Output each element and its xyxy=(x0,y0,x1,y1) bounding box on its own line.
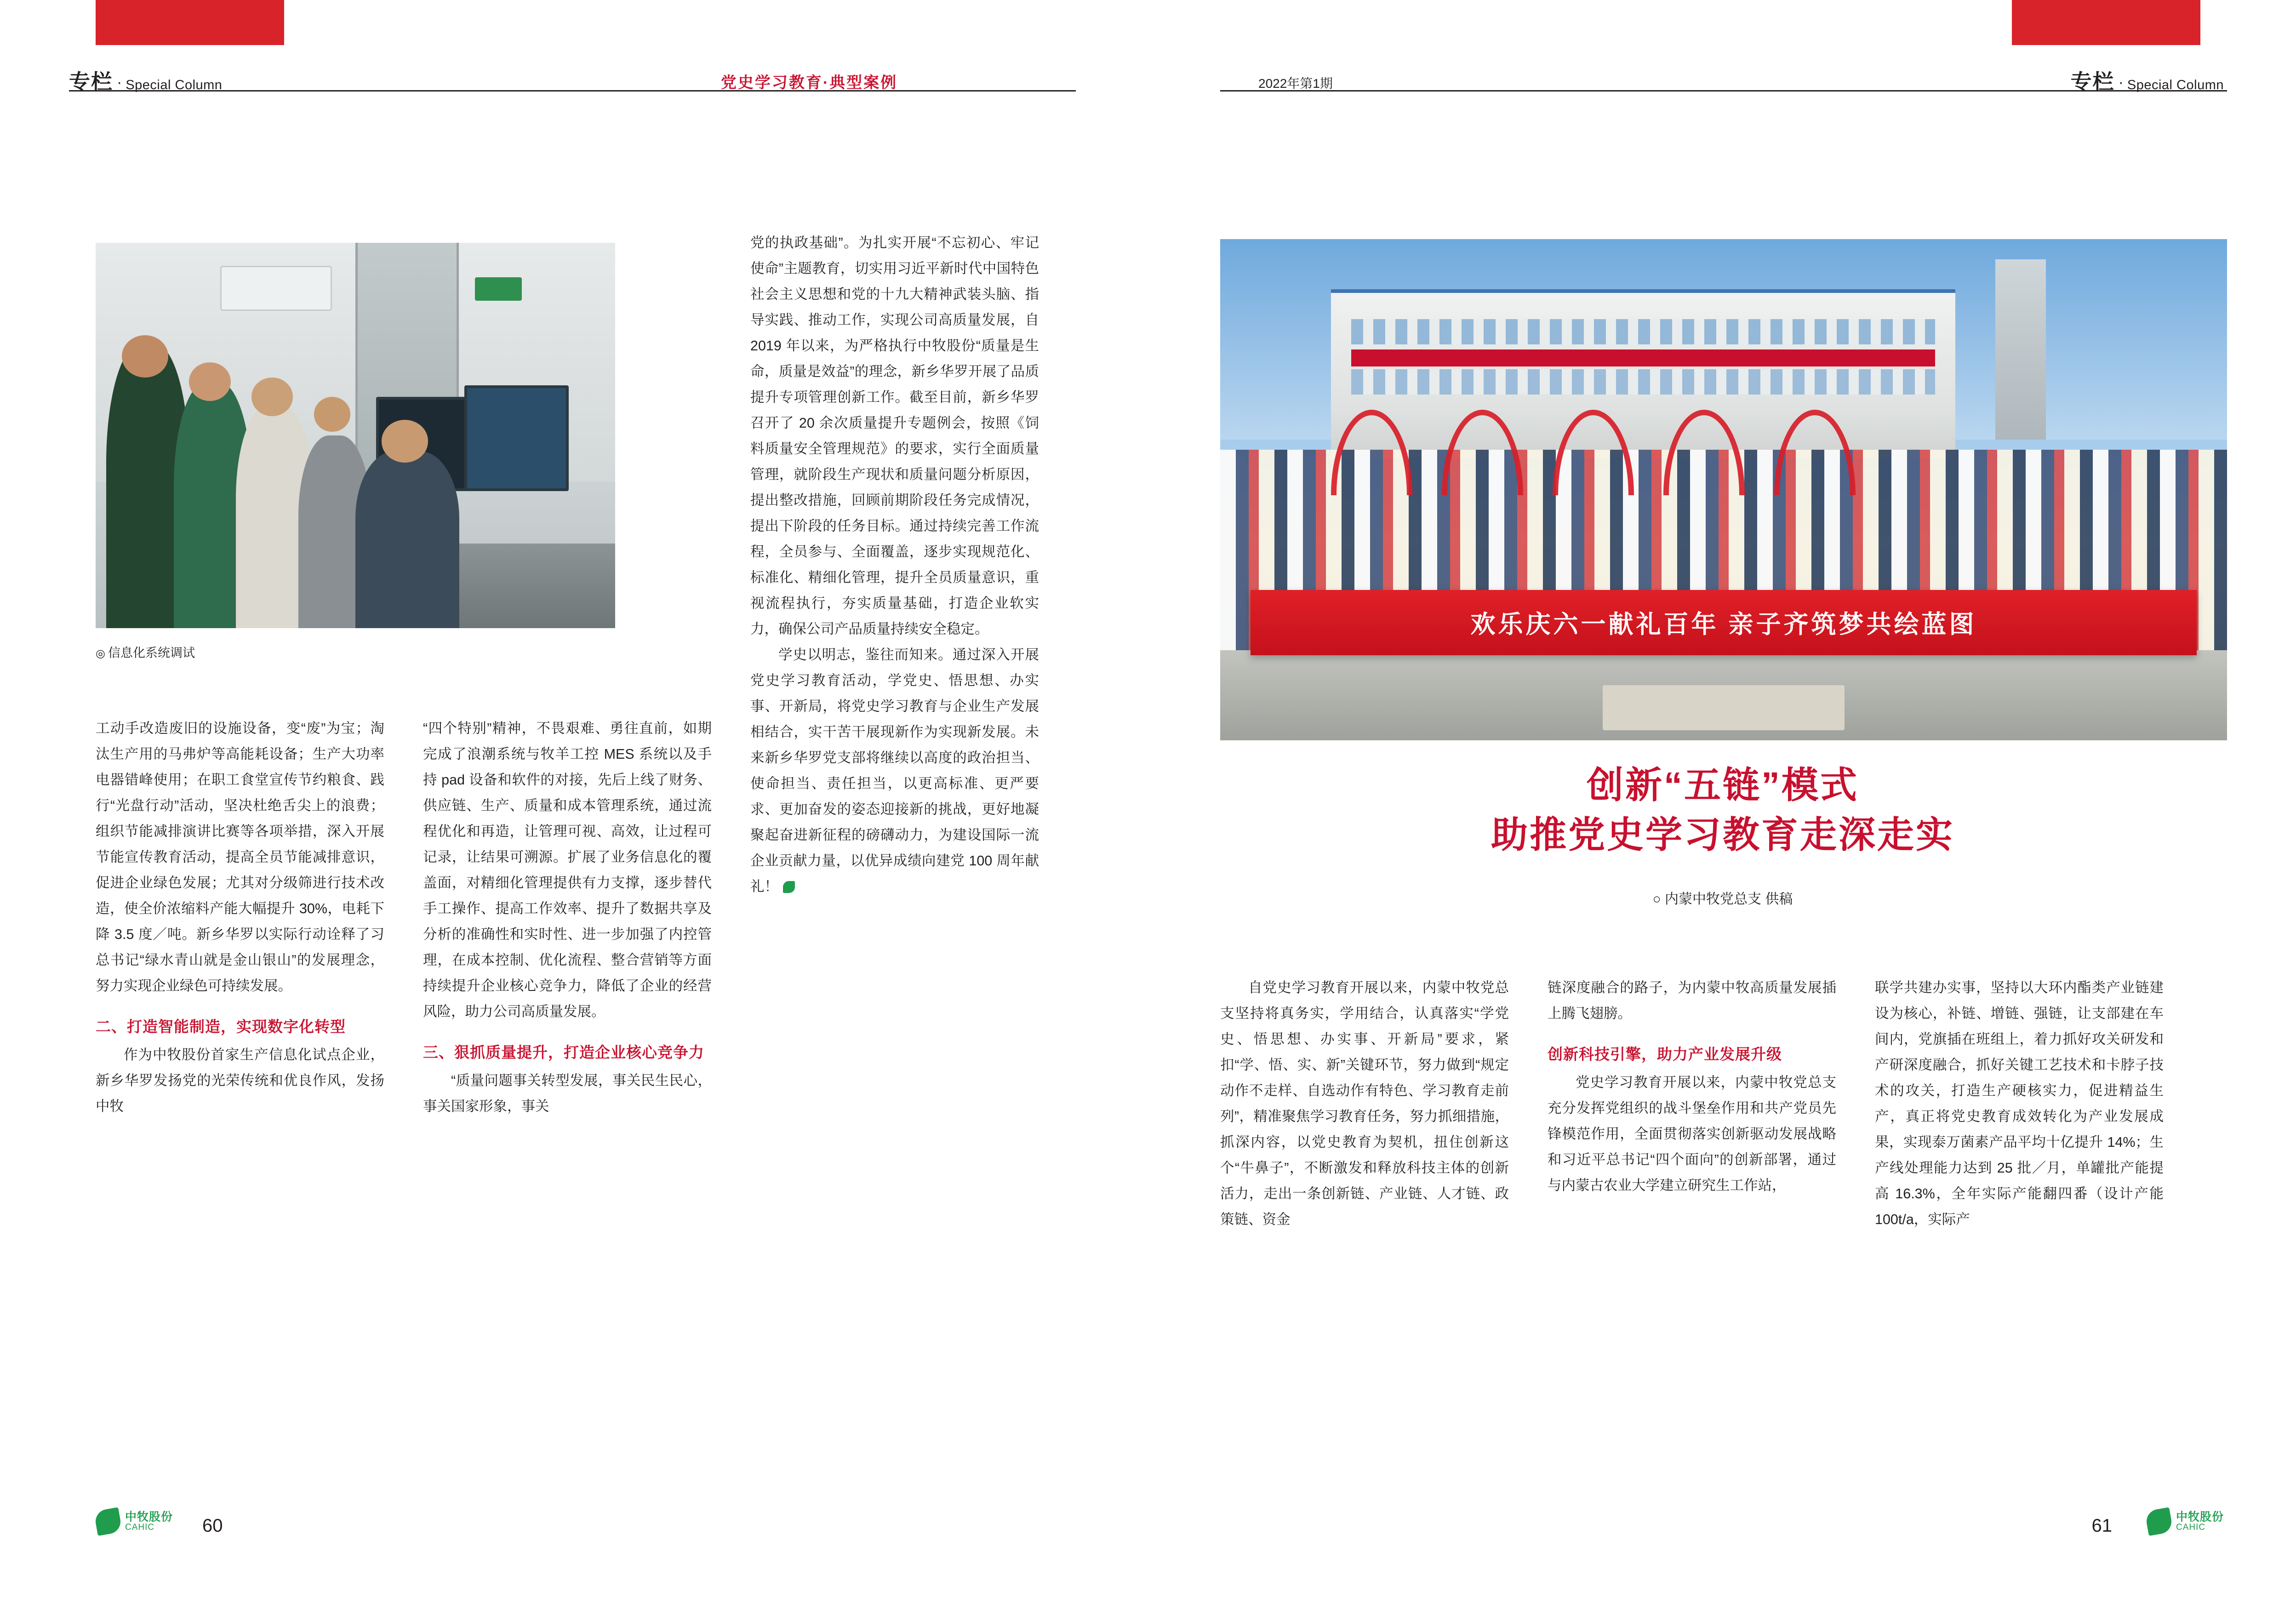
right-column-2 xyxy=(1548,975,1836,1198)
left-header-column-cn: 专栏 xyxy=(69,70,113,94)
section-heading-2: 二、打造智能制造，实现数字化转型 xyxy=(96,1018,346,1035)
article-title-line-1: 创新“五链”模式 xyxy=(1587,765,1859,806)
paragraph: 作为中牧股份首家生产信息化试点企业，新乡华罗发扬党的光荣传统和优良作风，发扬中牧 xyxy=(96,1047,384,1114)
paragraph: 党的执政基础”。为扎实开展“不忘初心、牢记使命”主题教育，切实用习近平新时代中国特色社会主义思想和党的十九大精神武装头脑、指导实践、推动工作，实现公司高质量发展，自 2019 年以来，为严格执行中牧股份“质量是生命，质量是效益”的理念，新乡华罗开展了品质提升专项管理创新工作。截至目前，新乡华罗召开了 20 余次质量提升专题例会，按照《饲料质量安全管理规范》的要求，实行全面质量管理，就阶段生产现状和质量问题分析原因，提出整改措施，回顾前期阶段任务完成情况，提出下阶段的任务目标。通过持续完善工作流程，全员参与、全面覆盖，逐步实现规范化、标准化、精细化管理，提升全员质量意识，重视流程执行，夯实质量基础，打造企业软实力，确保公司产品质量持续安全稳定。 xyxy=(750,235,1039,637)
paragraph: “质量问题事关转型发展，事关民生民心，事关国家形象，事关 xyxy=(423,1073,712,1114)
left-header-sep: · xyxy=(117,74,122,91)
brand-name-cn: 中牧股份 xyxy=(125,1510,173,1523)
paragraph: 党史学习教育开展以来，内蒙中牧党总支充分发挥党组织的战斗堡垒作用和共产党员先锋模范作用，全面贯彻落实创新驱动发展战略和习近平总书记“四个面向”的创新部署，通过与内蒙古农业大学建立研究生工作站， xyxy=(1548,1075,1836,1193)
caption-text: 信息化系统调试 xyxy=(108,646,195,660)
right-page xyxy=(1148,0,2296,1614)
left-footer-logo xyxy=(96,1509,173,1534)
section-heading-innovation: 创新科技引擎，助力产业发展升级 xyxy=(1548,1046,1782,1063)
brand-name-cn: 中牧股份 xyxy=(2176,1510,2224,1523)
end-mark-icon xyxy=(783,881,795,893)
left-header-column-en: Special Column xyxy=(126,78,223,92)
paragraph: “四个特别”精神，不畏艰难、勇往直前，如期完成了浪潮系统与牧羊工控 MES 系统以及手持 pad 设备和软件的对接，先后上线了财务、供应链、生产、质量和成本管理系统，通过流程优化和再造，让管理可视、高效，让过程可记录，让结果可溯源。扩展了业务信息化的覆盖面，对精细化管理提供有力支撑，逐步替代手工操作、提高工作效率、提升了数据共享及分析的准确性和实时性、进一步加强了内控管理，在成本控制、优化流程、整合营销等方面持续提升企业核心竞争力，降低了企业的经营风险，助力公司高质量发展。 xyxy=(423,721,712,1019)
left-header-center-title: 党史学习教育·典型案例 xyxy=(720,74,898,92)
right-header-column-en: Special Column xyxy=(2127,78,2224,92)
left-column-1 xyxy=(96,715,384,1119)
right-column-1 xyxy=(1220,975,1509,1232)
photo-childrens-day-event xyxy=(1220,239,2227,740)
photo-information-system-debugging xyxy=(96,243,615,628)
paragraph: 自党史学习教育开展以来，内蒙中牧党总支坚持将真务实，学用结合，认真落实“学党史、悟思想、办实事、开新局”要求，紧扣“学、悟、实、新”关键环节，努力做到“规定动作不走样、自选动作有特色、学习教育走前列”，精准聚焦学习教育任务，努力抓细措施，抓深内容，以党史教育为契机，扭住创新这个“牛鼻子”，不断激发和释放科技主体的创新活力，走出一条创新链、产业链、人才链、政策链、资金 xyxy=(1220,980,1509,1227)
article-byline: ○ 内蒙中牧党总支 供稿 xyxy=(1652,892,1793,907)
paragraph: 链深度融合的路子，为内蒙中牧高质量发展插上腾飞翅膀。 xyxy=(1548,980,1836,1021)
leaf-logo-icon xyxy=(2145,1507,2174,1536)
left-column-3 xyxy=(750,230,1039,899)
paragraph xyxy=(750,642,1039,899)
caption-bullet-icon: ◎ xyxy=(96,647,105,660)
paragraph-text: 学史以明志，鉴往而知来。通过深入开展党史学习教育活动，学党史、悟思想、办实事、开新局，将党史学习教育与企业生产发展相结合，实干苦干展现新作为实现新发展。未来新乡华罗党支部将继续以高度的政治担当、使命担当、责任担当，以更高标准、更严要求、更加奋发的姿态迎接新的挑战，更好地凝聚起奋进新征程的磅礴动力，为建设国际一流企业贡献力量，以优异成绩向建党 100 周年献礼！ xyxy=(750,647,1039,894)
paragraph: 联学共建办实事，坚持以大环内酯类产业链建设为核心，补链、增链、强链，让支部建在车间内，党旗插在班组上，着力抓好攻关研发和产研深度融合，抓好关键工艺技术和卡脖子技术的攻关，打造生产硬核实力，促进精益生产，真正将党史教育成效转化为产业发展成果，实现泰万菌素产品平均十亿提升 14%；生产线处理能力达到 25 批／月，单罐批产能提高 16.3%，全年实际产能翻四番（设计产能 100t/a，实际产 xyxy=(1875,980,2164,1227)
leaf-logo-icon xyxy=(94,1507,123,1536)
left-page-number: 60 xyxy=(202,1516,223,1536)
right-column-3 xyxy=(1875,975,2164,1232)
issue-label: 2022年第1期 xyxy=(1258,76,1333,91)
section-heading-3: 三、狠抓质量提升，打造企业核心竞争力 xyxy=(423,1044,704,1061)
paragraph: 工动手改造废旧的设施设备，变“废”为宝；淘汰生产用的马弗炉等高能耗设备；生产大功率电器错峰使用；在职工食堂宣传节约粮食、践行“光盘行动”活动，坚决杜绝舌尖上的浪费；组织节能减排演讲比赛等各项举措，深入开展节能宣传教育活动，提高全员节能减排意识，促进企业绿色发展；尤其对分级筛进行技术改造，使全价浓缩料产能大幅提升 30%，电耗下降 3.5 度／吨。新乡华罗以实际行动诠释了习总书记“绿水青山就是金山银山”的发展理念，努力实现企业绿色可持续发展。 xyxy=(96,721,384,994)
right-header-sep: · xyxy=(2118,74,2124,91)
right-footer-logo xyxy=(2147,1509,2224,1534)
brand-name-en: CAHIC xyxy=(2176,1522,2206,1533)
right-header-column-cn: 专栏 xyxy=(2070,70,2115,94)
left-column-2 xyxy=(423,715,712,1119)
left-header-column-label xyxy=(69,65,222,96)
right-header-column-label xyxy=(2071,65,2224,96)
article-title-line-2: 助推党史学习教育走深走实 xyxy=(1491,814,1954,855)
brand-name-en: CAHIC xyxy=(125,1522,155,1533)
right-page-number: 61 xyxy=(2091,1516,2112,1536)
event-banner-text: 欢乐庆六一献礼百年 亲子齐筑梦共绘蓝图 xyxy=(1251,590,2197,655)
photo-caption-left xyxy=(96,643,195,661)
left-header-red-tab xyxy=(96,0,284,45)
right-header-red-tab xyxy=(2012,0,2200,45)
